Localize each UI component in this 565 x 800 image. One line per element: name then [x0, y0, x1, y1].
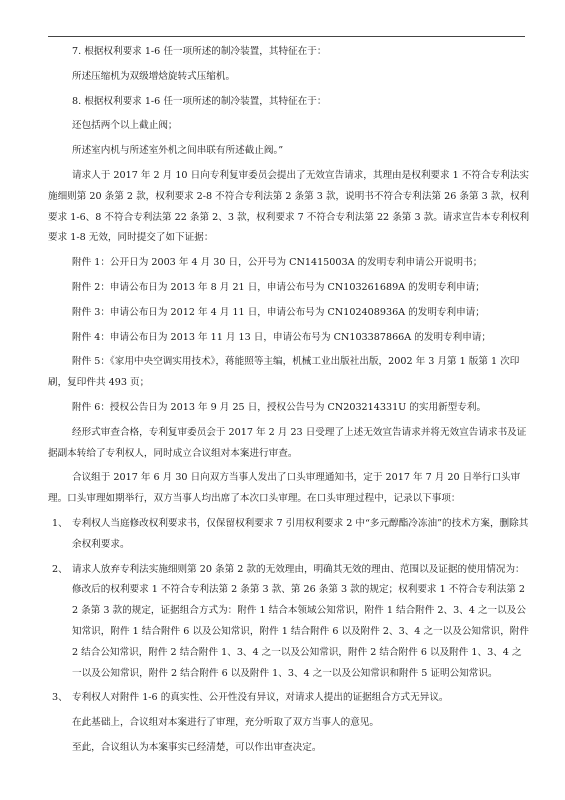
evidence-3: 附件 3：申请公布日为 2012 年 4 月 11 日，申请公布号为 CN102408936A 的发明专利申请；: [72, 306, 485, 318]
evidence-5: 附件 5：《家用中央空调实用技术》，蒋能照等主编，机械工业出版社出版，2002 年 3 月第 1 版第 1 次印刷，复印件共 493 页；: [48, 356, 520, 389]
evidence-4: 附件 4：申请公布日为 2013 年 11 月 13 日，申请公布号为 CN103387866A 的发明专利申请；: [72, 331, 492, 343]
request-paragraph: 请求人于 2017 年 2 月 10 日向专利复审委员会提出了无效宣告请求，其理由是权利要求 1 不符合专利法实施细则第 20 条第 2 款，权利要求 2-8 不符合专利法第 2 条第 3 款，说明书不符合专利法第 26 条第 3 款，权利要求 1-6、8 不符合专利法第 22 条第 2、3 款，权利要求 7 不符合专利法第 22 条第 3 款。请求宣告本专利权利要求 1-8 无效，同时提交了如下证据：: [48, 169, 530, 244]
list-item-3: [48, 688, 530, 709]
claim7-body: 所述压缩机为双级增焓旋转式压缩机。: [72, 70, 236, 82]
evidence-6: 附件 6：授权公告日为 2013 年 9 月 25 日，授权公告号为 CN203214331U 的实用新型专利。: [72, 401, 487, 413]
document-page: [48, 42, 530, 759]
list-item-2: [48, 560, 530, 685]
claim7-heading: 7. 根据权利要求 1-6 任一项所述的制冷装置，其特征在于：: [72, 46, 327, 57]
list-number: 1、: [52, 517, 68, 529]
claim8-body-2: 所述室内机与所述室外机之间串联有所述截止阀。”: [72, 145, 284, 157]
basis-paragraph: 在此基础上，合议组对本案进行了审理，充分听取了双方当事人的意见。: [72, 717, 379, 729]
list-text: 专利权人对附件 1-6 的真实性、公开性没有异议，对请求人提出的证据组合方式无异议。: [72, 692, 449, 704]
evidence-1: 附件 1：公开日为 2003 年 4 月 30 日，公开号为 CN1415003A 的发明专利申请公开说明书；: [72, 257, 483, 269]
list-item-1: [48, 514, 530, 556]
claim8-heading: 8. 根据权利要求 1-6 任一项所述的制冷装置，其特征在于：: [72, 95, 327, 107]
hearing-paragraph: 合议组于 2017 年 6 月 30 日向双方当事人发出了口头审理通知书，定于 2017 年 7 月 20 日举行口头审理。口头审理如期举行，双方当事人均出席了本次口头审理。在口头审理过程中，记录以下事项：: [48, 472, 521, 505]
list-text: 专利权人当庭修改权利要求书，仅保留权利要求 7 引用权利要求 2 中“多元醇酯冷冻油”的技术方案，删除其余权利要求。: [72, 517, 529, 550]
claim8-body-1: 还包括两个以上截止阀；: [72, 120, 178, 132]
evidence-2: 附件 2：申请公布日为 2013 年 8 月 21 日，申请公布号为 CN103261689A 的发明专利申请；: [72, 281, 485, 293]
list-number: 3、: [52, 692, 68, 704]
conclusion-paragraph: 至此，合议组认为本案事实已经清楚，可以作出审查决定。: [72, 741, 322, 753]
list-text: 请求人放弃专利法实施细则第 20 条第 2 款的无效理由，明确其无效的理由、范围以及证据的使用情况为：修改后的权利要求 1 不符合专利法第 2 条第 3 款、第 26 条第 3 款的规定；权利要求 1 不符合专利法第 22 条第 3 款的规定，证据组合方式为：附件 1 结合本领域公知常识，附件 1 结合附件 2、3、4 之一以及公知常识，附件 1 结合附件 6 以及公知常识，附件 1 结合附件 6 以及附件 2、3、4 之一以及公知常识，附件 2 结合公知常识，附件 2 结合附件 1、3、4 之一以及公知常识，附件 2 结合附件 6 以及附件 1、3、4 之一以及公知常识，附件 2 结合附件 6 以及附件 1、3、4 之一以及公知常识和附件 5 证明公知常识。: [72, 563, 529, 679]
acceptance-paragraph: 经形式审查合格，专利复审委员会于 2017 年 2 月 23 日受理了上述无效宣告请求并将无效宣告请求书及证据副本转给了专利权人，同时成立合议组对本案进行审查。: [48, 426, 527, 459]
list-number: 2、: [52, 563, 68, 575]
header-rule: [48, 36, 525, 37]
